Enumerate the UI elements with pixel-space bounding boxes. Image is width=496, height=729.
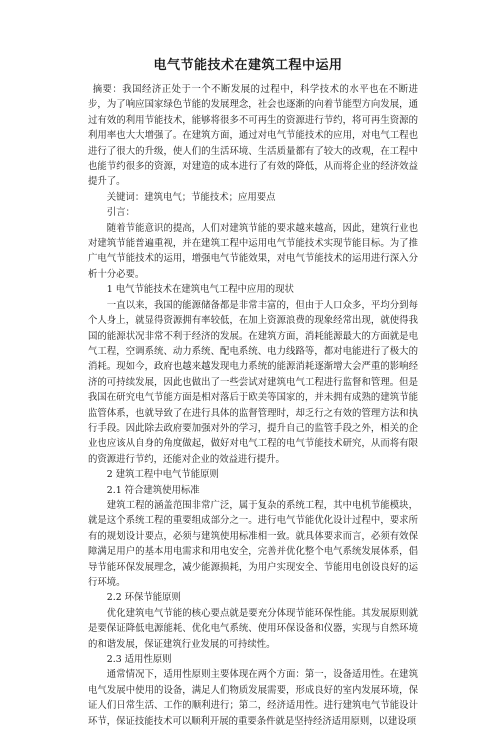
- document-title: 电气节能技术在建筑工程中运用: [153, 58, 343, 73]
- section-2-3-paragraph: 通常情况下，适用性原则主要体现在两个方面：第一，设备适用性。在建筑电气发展中使用的设备，满足人们物质发展需要，形成良好的室内发展环境，保证人们日常生活、工作的顺利进行；第二，经济适用性。进行建筑电气节能设计环节，保证技能技术可以顺利开展的重要条件就是坚持经济适用原则，以建设项: [88, 669, 418, 727]
- intro-paragraph: 随着节能意识的提高，人们对建筑节能的要求越来越高，因此，建筑行业也对建筑节能普遍重视，并在建筑工程中运用电气节能技术实现节能目标。为了推广电气节能技术的运用，增强电气节能效果，对电气节能技术的运用进行深入分析十分必要。: [88, 222, 418, 280]
- intro-heading: 引言：: [106, 207, 135, 219]
- section-2-2-paragraph: 优化建筑电气节能的核心要点就是要充分体现节能环保性能。其发展原则就是要保证降低电源能耗、优化电气系统、使用环保设备和仪器，实现与自然环境的和谐发展，保证建筑行业发展的可持续性。: [88, 607, 418, 650]
- section-2-2-heading: 2.2 环保节能原则: [106, 592, 181, 604]
- section-2-1-paragraph: 建筑工程的涵盖范围非常广泛，属于复杂的系统工程，其中电机节能模块，就是这个系统工程的重要组成部分之一。进行电气节能优化设计过程中，要求所有的规划设计要点，必须与建筑使用标准相一致。就具体要求而言，必须有效保障满足用户的基本用电需求和用电安全，完善并优化整个电气系统发展体系，倡导节能环保发展理念，减少能源损耗，为用户实现安全、节能用电创设良好的运行环境。: [88, 499, 418, 588]
- document-body: [88, 82, 418, 729]
- section-2-1-heading: 2.1 符合建筑使用标准: [106, 484, 200, 496]
- section-1-heading: 1 电气节能技术在建筑电气工程中应用的现状: [106, 284, 294, 296]
- abstract-paragraph: 摘要：我国经济正处于一个不断发展的过程中，科学技术的水平也在不断进步，为了响应国家绿色节能的发展理念，社会也逐渐的向着节能型方向发展，通过有效的利用节能技术，能够将很多不可再生的资源进行节约，将可再生资源的利用率也大大增强了。在建筑方面，通过对电气节能技术的应用，对电气工程也进行了很大的升级，使人们的生活环境、生活质量都有了较大的改观，在工程中也能节约很多的资源，对建造的成本进行了有效的降低，从而将企业的经济效益提升了。: [88, 84, 418, 188]
- keywords-line: 关键词：建筑电气；节能技术；应用要点: [106, 191, 276, 203]
- section-2-heading: 2 建筑工程中电气节能原则: [106, 469, 219, 481]
- section-1-paragraph: 一直以来，我国的能源储备都是非常丰富的，但由于人口众多，平均分到每个人身上，就显得资源拥有率较低，在加上资源浪费的现象经常出现，就使得我国的能源状况非常不利于经济的发展。在建筑方面，消耗能源最大的方面就是电气工程，空调系统、动力系统、配电系统、电力线路等，都对电能进行了极大的消耗。现如今，政府也越来越发现电力系统的能源消耗逐渐增大会严重的影响经济的可持续发展，因此也做出了一些尝试对建筑电气工程进行监督和管理。但是我国在研究电气节能方面是相对落后于欧美等国家的，并未拥有成熟的建筑节能监管体系，也就导致了在进行具体的监督管理时，却乏行之有效的管理方法和执行手段。因此除去政府要加强对外的学习，提升自己的监管手段之外，相关的企业也应该从自身的角度做起，做好对电气工程的电气节能技术研究，从而将有限的资源进行节约，还能对企业的效益进行提升。: [88, 299, 418, 465]
- section-2-3-heading: 2.3 适用性原则: [106, 654, 172, 666]
